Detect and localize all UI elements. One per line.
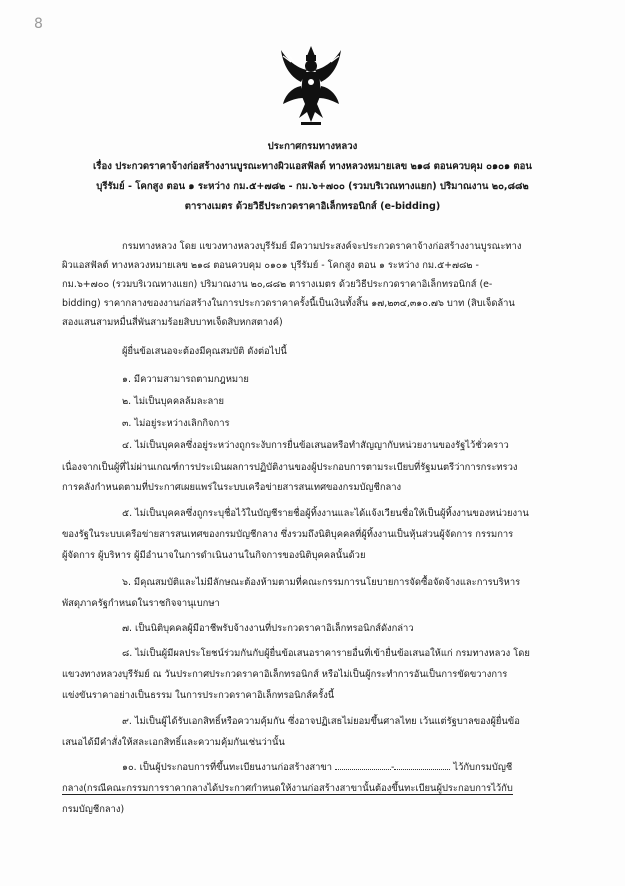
intro-line: สองแสนสามหมื่นสี่พันสามร้อยสิบบาทเจ็ดสิบหกสตางค์) [62, 317, 283, 328]
intro-line: กม.๖+๗๐๐ (รวมบริเวณทางแยก) ปริมาณงาน ๒๐,๘๘๒ ตารางเมตร ด้วยวิธีประกวดราคาอิเล็กทรอนิกส์ (e- [62, 279, 493, 290]
qualification-item-10-cont: กรมบัญชีกลาง) [62, 804, 125, 815]
intro-line: ผิวแอสฟัลต์ ทางหลวงหมายเลข ๒๑๘ ตอนควบคุม ๐๑๐๑ บุรีรัมย์ - โคกสูง ตอน ๑ ระหว่าง กม.๕+๗๘๒ - [62, 260, 479, 271]
garuda-emblem-icon [277, 42, 345, 128]
qualification-item: ๕. ไม่เป็นบุคคลซึ่งถูกระบุชื่อไว้ในบัญชีรายชื่อผู้ทิ้งงานและได้แจ้งเวียนชื่อให้เป็นผู้ทิ้งงานของหน่วยงาน [122, 508, 529, 519]
qualification-item: ๙. ไม่เป็นผู้ได้รับเอกสิทธิ์หรือความคุ้มกัน ซึ่งอาจปฏิเสธไม่ยอมขึ้นศาลไทย เว้นแต่รัฐบาลของผู้ยื่นข้อ [122, 716, 520, 727]
item10-text: ไว้กับกรมบัญชี [453, 762, 513, 773]
qualification-item: ๗. เป็นนิติบุคคลผู้มีอาชีพรับจ้างงานที่ประกวดราคาอิเล็กทรอนิกส์ดังกล่าว [122, 623, 414, 634]
item10-text: ๑๐. เป็นผู้ประกอบการที่ขึ้นทะเบียนงานก่อสร้างสาขา [122, 762, 333, 773]
qualification-item: เนื่องจากเป็นผู้ที่ไม่ผ่านเกณฑ์การประเมินผลการปฏิบัติงานของผู้ประกอบการตามระเบียบที่รัฐมนตรีว่าการกระทรวง [62, 462, 518, 473]
item10-dash: - [391, 762, 395, 773]
underlined-text: กลาง(กรณีคณะกรรมการราคากลางได้ประกาศกำหนดให้งานก่อสร้างสาขานั้นต้องขึ้นทะเบียนผู้ประกอบการไว้กับ [62, 783, 513, 794]
subject-line-3: ตารางเมตร ด้วยวิธีประกวดราคาอิเล็กทรอนิกส์ (e-bidding) [184, 201, 441, 212]
qualification-item: ๒. ไม่เป็นบุคคลล้มละลาย [122, 396, 225, 407]
qualification-item: การคลังกำหนดตามที่ประกาศเผยแพร่ในระบบเครือข่ายสารสนเทศของกรมบัญชีกลาง [62, 482, 402, 493]
page-number: 8 [34, 16, 43, 32]
qualification-item: ผู้จัดการ ผู้บริหาร ผู้มีอำนาจในการดำเนินงานในกิจการของนิติบุคคลนั้นด้วย [62, 550, 366, 561]
qualification-item: ๘. ไม่เป็นผู้มีผลประโยชน์ร่วมกันกับผู้ยื่นข้อเสนอราคารายอื่นที่เข้ายื่นข้อเสนอให้แก่ กรมทางหลวง โดย [122, 648, 530, 659]
intro-line: bidding) ราคากลางของงานก่อสร้างในการประกวดราคาครั้งนี้เป็นเงินทั้งสิ้น ๑๗,๒๓๔,๓๑๐.๗๖ บาท (สิบเจ็ดล้าน [62, 298, 515, 309]
subject-line-2: บุรีรัมย์ - โคกสูง ตอน ๑ ระหว่าง กม.๕+๗๘๒ - กม.๖+๗๐๐ (รวมบริเวณทางแยก) ปริมาณงาน ๒๐,๘๘๒ [96, 181, 529, 192]
qualification-item: แข่งขันราคาอย่างเป็นธรรม ในการประกวดราคาอิเล็กทรอนิกส์ครั้งนี้ [62, 690, 335, 701]
blank-field [335, 769, 391, 770]
intro-line: กรมทางหลวง โดย แขวงทางหลวงบุรีรัมย์ มีความประสงค์จะประกวดราคาจ้างก่อสร้างงานบูรณะทาง [122, 241, 522, 252]
qualification-item: ของรัฐในระบบเครือข่ายสารสนเทศของกรมบัญชีกลาง ซึ่งรวมถึงนิติบุคคลที่ผู้ทิ้งงานเป็นหุ้นส่วนผู้จัดการ กรรมการ [62, 529, 514, 540]
qualification-item: ๓. ไม่อยู่ระหว่างเลิกกิจการ [122, 418, 230, 429]
qualification-item: เสนอได้มีคำสั่งให้สละเอกสิทธิ์และความคุ้มกันเช่นว่านั้น [62, 737, 285, 748]
qualification-item: ๔. ไม่เป็นบุคคลซึ่งอยู่ระหว่างถูกระงับการยื่นข้อเสนอหรือทำสัญญากับหน่วยงานของรัฐไว้ชั่วคราว [122, 440, 509, 451]
document-title: ประกาศกรมทางหลวง [267, 141, 358, 152]
qualification-item: แขวงทางหลวงบุรีรัมย์ ณ วันประกาศประกวดราคาอิเล็กทรอนิกส์ หรือไม่เป็นผู้กระทำการอันเป็นการขัดขวางการ [62, 669, 508, 680]
subject-line-1: เรื่อง ประกวดราคาจ้างก่อสร้างงานบูรณะทางผิวแอสฟัลต์ ทางหลวงหมายเลข ๒๑๘ ตอนควบคุม ๐๑๐๑ ตอน [93, 161, 532, 172]
qualification-item: ๖. มีคุณสมบัติและไม่มีลักษณะต้องห้ามตามที่คณะกรรมการนโยบายการจัดซื้อจัดจ้างและการบริหาร [122, 577, 521, 588]
qualification-item: ๑. มีความสามารถตามกฎหมาย [122, 374, 249, 385]
blank-field [394, 769, 450, 770]
qualification-item-10 [122, 762, 512, 774]
qualification-item: พัสดุภาครัฐกำหนดในราชกิจจานุเบกษา [62, 598, 220, 609]
qualifications-heading: ผู้ยื่นข้อเสนอจะต้องมีคุณสมบัติ ดังต่อไปนี้ [122, 346, 287, 357]
qualification-item-10-cont [62, 783, 513, 795]
